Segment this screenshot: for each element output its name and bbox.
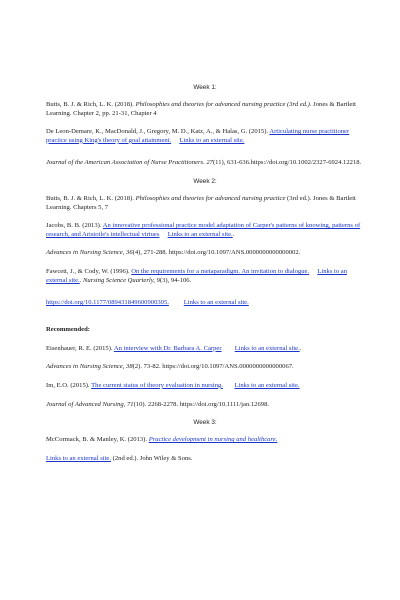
recommended-reference-journal-1 (46, 363, 364, 372)
recommended-reference-im (46, 382, 364, 391)
reference-details: (2nd ed.). John Wiley & Sons. (111, 454, 193, 462)
reference-authors: Butts, B. J. & Rich, L. K. (2018). (46, 101, 136, 108)
week-2-heading: Week 2: (193, 177, 217, 185)
external-site-link[interactable]: Links to an external site. (234, 344, 300, 352)
week-2-reference-doi (46, 299, 364, 308)
reference-authors: Jacobs, B. B. (2013). (46, 222, 103, 230)
reference-authors: De Leon-Demare, K., MacDonald, J., Gregory, M. D., Katz, A., & Halas, G. (2015). (46, 128, 270, 136)
reference-authors: Im, E.O. (2015). (46, 381, 92, 389)
journal-details: (11), 631-636.https://doi.org/10.1002/2327-6924.12218. (212, 159, 362, 167)
recommended-reference-journal-2 (46, 401, 364, 410)
article-link-metaparadigm[interactable]: On the requirements for a metaparadigm. An invitation to dialogue. (131, 267, 310, 275)
journal-details: (10). 2268-2278. https://doi.org/10.1111/jan.12698. (133, 400, 270, 408)
external-site-link[interactable]: Links to an external site. (46, 267, 348, 284)
journal-title: Advances in Nursing Science, 38 (46, 363, 133, 371)
reference-book-title: Philosophies and theories for advanced nursing practice (135, 194, 286, 202)
week-1-reference-butts (46, 101, 364, 118)
week-2-reference-butts (46, 195, 364, 212)
external-site-link[interactable]: Links to an external site. (183, 299, 249, 307)
journal-details: (2). 73-82. https://doi.org/10.1097/ANS.0000000000000067. (132, 363, 294, 371)
reading-list-document (46, 84, 364, 473)
reference-details: (3rd ed.). Jones & Bartlett Learning. Chapters 5, 7 (46, 194, 356, 211)
week-2-reference-journal (46, 249, 364, 258)
journal-details: (4), 271-288. https://doi.org/10.1097/ANS.0000000000000002. (132, 249, 301, 257)
week-3-heading: Week 3: (193, 419, 217, 427)
external-site-link[interactable]: Links to an external site. (167, 230, 233, 238)
week-1-reference-journal (46, 159, 364, 168)
doi-link[interactable]: https://doi.org/10.1177/089431849600900305. (46, 299, 169, 307)
reference-details: Jones & Bartlett Learning. Chapter 2, pp. 21-31, Chapter 4 (46, 101, 357, 117)
article-link-kings-theory[interactable]: Articulating nurse practitioner practice using King's theory of goal attainment. (46, 128, 350, 144)
journal-title: Nursing Science Quarterly, (82, 276, 155, 284)
journal-title: Advances in Nursing Science, 36 (46, 249, 133, 257)
week-2-reference-fawcett: Fawcett, J., & Cody, W. (1996). On the requirements for a metaparadigm. An invitation to dialogue. Links to an external site.. Nursing Science Quarterly, 9(3), 94-106. (46, 267, 348, 284)
article-link-theory-evaluation[interactable]: The current status of theory evaluation in nursing. (91, 381, 223, 389)
week-3-reference-details (46, 455, 364, 464)
recommended-reference-eisenhauer: Eisenhauer, R. E. (2015). An interview with Dr. Barbara A. Carper Links to an external site.. (46, 344, 302, 352)
reference-authors: Fawcett, J., & Cody, W. (1996). (46, 267, 132, 275)
week-1-heading: Week 1: (193, 84, 217, 91)
week-3-reference-mccormack (46, 436, 364, 445)
week-1-reference-deleon (46, 128, 364, 145)
journal-title: Journal of Advanced Nursing, 71 (46, 400, 134, 408)
article-link-carper-interview[interactable]: An interview with Dr. Barbara A. Carper (113, 344, 222, 352)
external-site-link[interactable]: Links to an external site. (179, 136, 245, 144)
week-2-reference-jacobs: Jacobs, B. B. (2013). An innovative professional practice model adaptation of Carper's patterns of knowing, patterns of research, and Aristotle's intellectual virtues Links to an external site.. (46, 222, 361, 238)
external-site-link[interactable]: Links to an external site. (46, 454, 112, 462)
journal-title: Journal of the American Association of Nurse Practitioners. 27 (46, 159, 213, 167)
article-link-carper-patterns[interactable]: An innovative professional practice model adaptation of Carper's patterns of knowing, patterns of research, and Aristotle's intellectual virtues (46, 222, 361, 238)
recommended-heading: Recommended: (46, 325, 90, 333)
book-link-practice-development[interactable]: Practice development in nursing and healthcare. (148, 436, 278, 444)
reference-authors: Eisenhauer, R. E. (2015). (46, 344, 114, 352)
reference-authors: Butts, B. J. & Rich, L. K. (2018). (46, 194, 136, 202)
reference-book-title: Philosophies and theories for advanced nursing practice (3rd ed.). (135, 101, 312, 108)
journal-details: 9(3), 94-106. (154, 276, 192, 284)
reference-authors: McCormack, B. & Manley, K. (2013). (46, 436, 149, 444)
external-site-link[interactable]: Links to an external site. (234, 381, 300, 389)
